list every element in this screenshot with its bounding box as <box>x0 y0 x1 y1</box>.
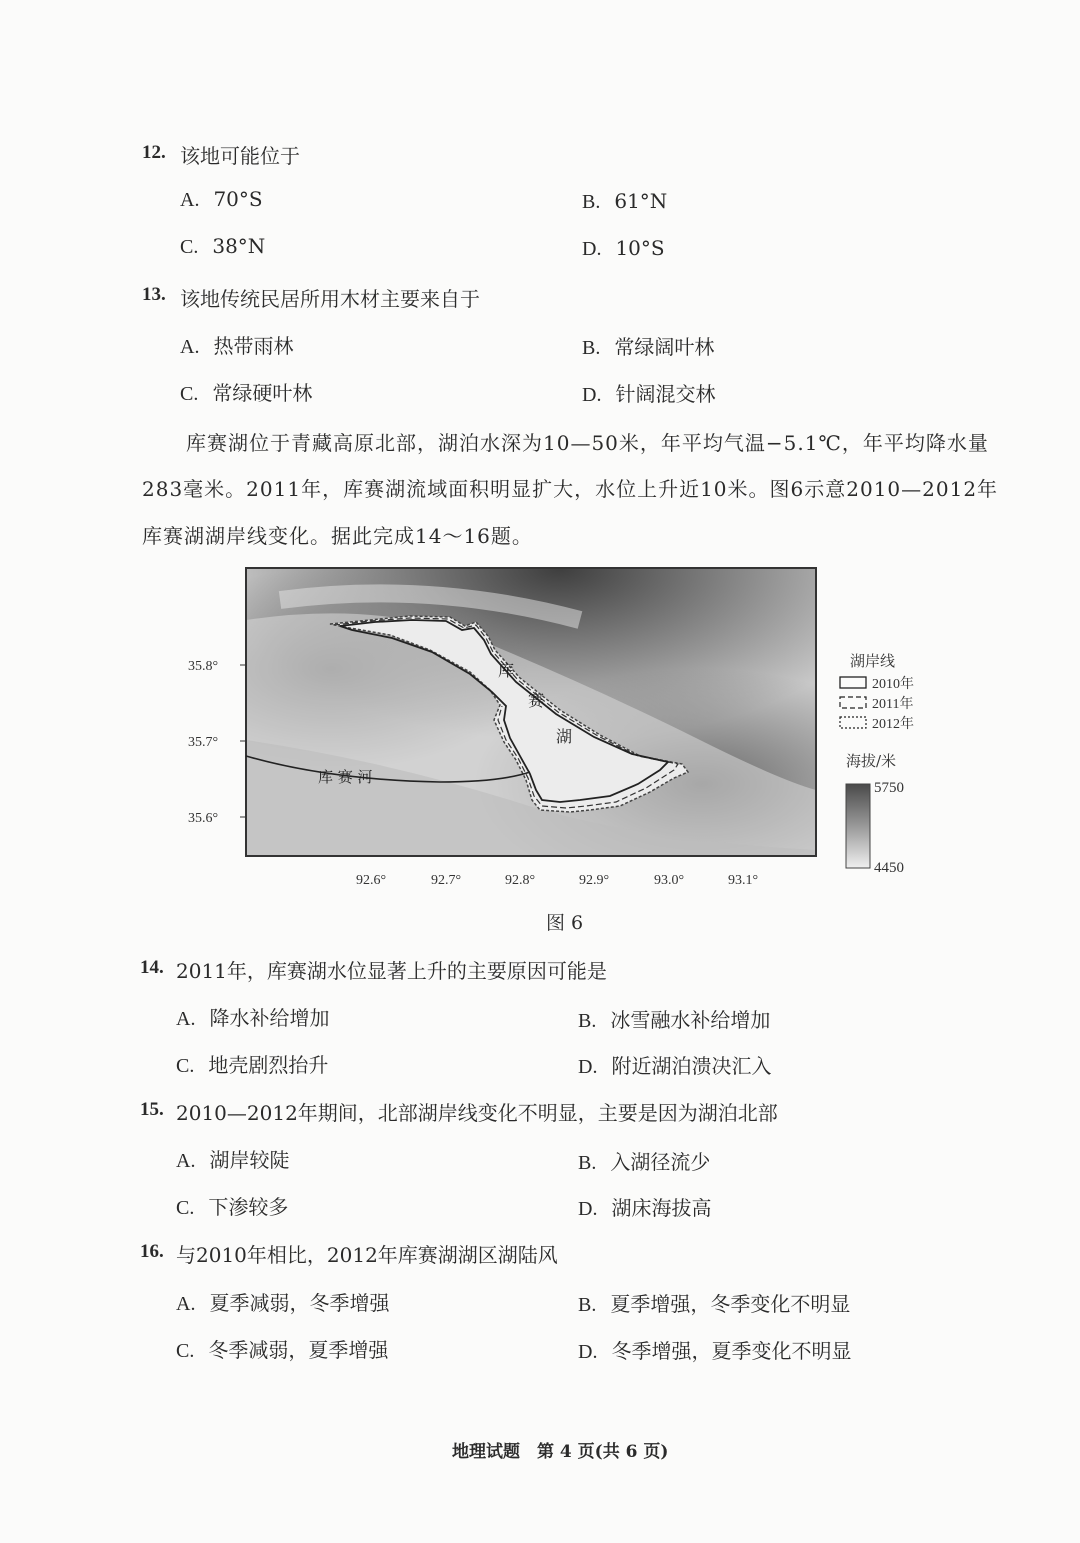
legend-shoreline-title: 湖岸线 <box>850 652 896 670</box>
page-footer: 地理试题 第 4 页(共 6 页) <box>452 1442 669 1462</box>
lon-tick-93-0: 93.0° <box>654 873 685 888</box>
question-15-option-a[interactable] <box>176 1144 289 1173</box>
question-13-option-d[interactable] <box>582 378 715 407</box>
option-text: 冬季减弱，夏季增强 <box>208 1338 389 1362</box>
question-13-text: 该地传统民居所用木材主要来自于 <box>180 287 480 311</box>
lon-tick-93-1: 93.1° <box>728 873 759 888</box>
question-15-option-b[interactable] <box>578 1146 710 1175</box>
lat-tick-35-8: 35.8° <box>188 659 219 674</box>
option-label: B. <box>578 1152 597 1174</box>
option-label: C. <box>176 1197 195 1219</box>
river-label: 库 赛 河 <box>318 768 373 786</box>
lat-tick-35-6: 35.6° <box>188 811 219 826</box>
option-text: 常绿硬叶林 <box>212 381 313 405</box>
option-label: A. <box>176 1008 196 1030</box>
question-12-number: 12. <box>142 142 166 163</box>
lat-tick-35-7: 35.7° <box>188 735 219 750</box>
question-16-number: 16. <box>140 1241 164 1262</box>
option-label: B. <box>582 337 601 359</box>
option-text: 下渗较多 <box>208 1195 289 1219</box>
option-text: 夏季增强，冬季变化不明显 <box>610 1292 851 1316</box>
option-text: 38°N <box>212 234 266 258</box>
figure-6-map <box>180 560 940 890</box>
question-16-text: 与2010年相比，2012年库赛湖湖区湖陆风 <box>176 1243 558 1267</box>
option-text: 61°N <box>614 189 668 213</box>
option-text: 湖床海拔高 <box>611 1196 712 1220</box>
question-13-option-a[interactable] <box>180 330 293 359</box>
option-label: C. <box>180 383 199 405</box>
question-12-option-a[interactable] <box>180 187 263 212</box>
option-label: A. <box>176 1293 196 1315</box>
legend-elevation-title: 海拔/米 <box>846 752 897 770</box>
question-14-number: 14. <box>140 957 164 978</box>
legend-year-2010: 2010年 <box>872 677 914 692</box>
question-12-text: 该地可能位于 <box>180 144 300 168</box>
option-label: D. <box>578 1198 598 1220</box>
question-14-option-c[interactable] <box>176 1049 328 1078</box>
question-14-text: 2011年，库赛湖水位显著上升的主要原因可能是 <box>176 959 607 983</box>
question-15-option-d[interactable] <box>578 1192 711 1221</box>
question-15-number: 15. <box>140 1099 164 1120</box>
lon-tick-92-6: 92.6° <box>356 873 387 888</box>
question-16-option-b[interactable] <box>578 1288 850 1317</box>
option-text: 地壳剧烈抬升 <box>208 1053 329 1077</box>
lon-tick-92-8: 92.8° <box>505 873 536 888</box>
option-text: 常绿阔叶林 <box>614 335 715 359</box>
option-text: 10°S <box>615 236 665 260</box>
option-text: 冰雪融水补给增加 <box>610 1008 771 1032</box>
option-text: 冬季增强，夏季变化不明显 <box>611 1339 852 1363</box>
option-label: A. <box>176 1150 196 1172</box>
legend-year-2012: 2012年 <box>872 717 914 732</box>
option-label: D. <box>578 1056 598 1078</box>
option-label: A. <box>180 336 200 358</box>
question-15-option-c[interactable] <box>176 1191 288 1220</box>
question-12-option-d[interactable] <box>582 236 665 261</box>
question-14-option-b[interactable] <box>578 1004 770 1033</box>
option-text: 入湖径流少 <box>610 1150 711 1174</box>
map-legend <box>840 652 914 876</box>
question-16-option-d[interactable] <box>578 1335 851 1364</box>
lake-label-sai: 赛 <box>528 691 545 710</box>
option-label: C. <box>176 1340 195 1362</box>
intro-line-2: 283毫米。2011年，库赛湖流域面积明显扩大，水位上升近10米。图6示意2010—2012年 <box>142 477 999 501</box>
question-16-option-c[interactable] <box>176 1334 388 1363</box>
option-label: C. <box>176 1055 195 1077</box>
elevation-min: 4450 <box>874 860 904 876</box>
question-13-option-b[interactable] <box>582 331 714 360</box>
option-text: 热带雨林 <box>213 334 294 358</box>
option-text: 湖岸较陡 <box>209 1148 290 1172</box>
option-label: A. <box>180 189 200 211</box>
lon-tick-92-9: 92.9° <box>579 873 610 888</box>
option-label: D. <box>578 1341 598 1363</box>
lake-label-hu: 湖 <box>556 727 573 746</box>
legend-year-2011: 2011年 <box>872 697 914 712</box>
question-13-option-c[interactable] <box>180 377 312 406</box>
option-text: 夏季减弱，冬季增强 <box>209 1291 390 1315</box>
question-16-option-a[interactable] <box>176 1287 389 1316</box>
option-text: 降水补给增加 <box>209 1006 330 1030</box>
question-15-text: 2010—2012年期间，北部湖岸线变化不明显，主要是因为湖泊北部 <box>176 1101 778 1125</box>
intro-line-3: 库赛湖湖岸线变化。据此完成14～16题。 <box>142 524 533 548</box>
legend-swatch-2011 <box>840 697 866 708</box>
figure-caption: 图 6 <box>546 912 584 934</box>
question-14-option-a[interactable] <box>176 1002 329 1031</box>
elevation-colorbar <box>846 784 870 868</box>
option-label: B. <box>578 1010 597 1032</box>
option-text: 附近湖泊溃决汇入 <box>611 1054 772 1078</box>
option-label: D. <box>582 238 602 260</box>
option-label: B. <box>578 1294 597 1316</box>
legend-swatch-2012 <box>840 717 866 728</box>
option-text: 70°S <box>213 187 263 211</box>
question-12-option-c[interactable] <box>180 234 265 259</box>
question-13-number: 13. <box>142 284 166 305</box>
elevation-max: 5750 <box>874 780 904 796</box>
lon-ticks <box>356 873 758 888</box>
intro-line-1: 库赛湖位于青藏高原北部，湖泊水深为10—50米，年平均气温−5.1℃，年平均降水量 <box>186 431 989 455</box>
question-12-option-b[interactable] <box>582 189 667 214</box>
lon-tick-92-7: 92.7° <box>431 873 462 888</box>
lake-label-ku: 库 <box>498 661 515 680</box>
option-label: D. <box>582 384 602 406</box>
question-14-option-d[interactable] <box>578 1050 771 1079</box>
legend-swatch-2010 <box>840 677 866 688</box>
option-text: 针阔混交林 <box>615 382 716 406</box>
option-label: C. <box>180 236 199 258</box>
option-label: B. <box>582 191 601 213</box>
